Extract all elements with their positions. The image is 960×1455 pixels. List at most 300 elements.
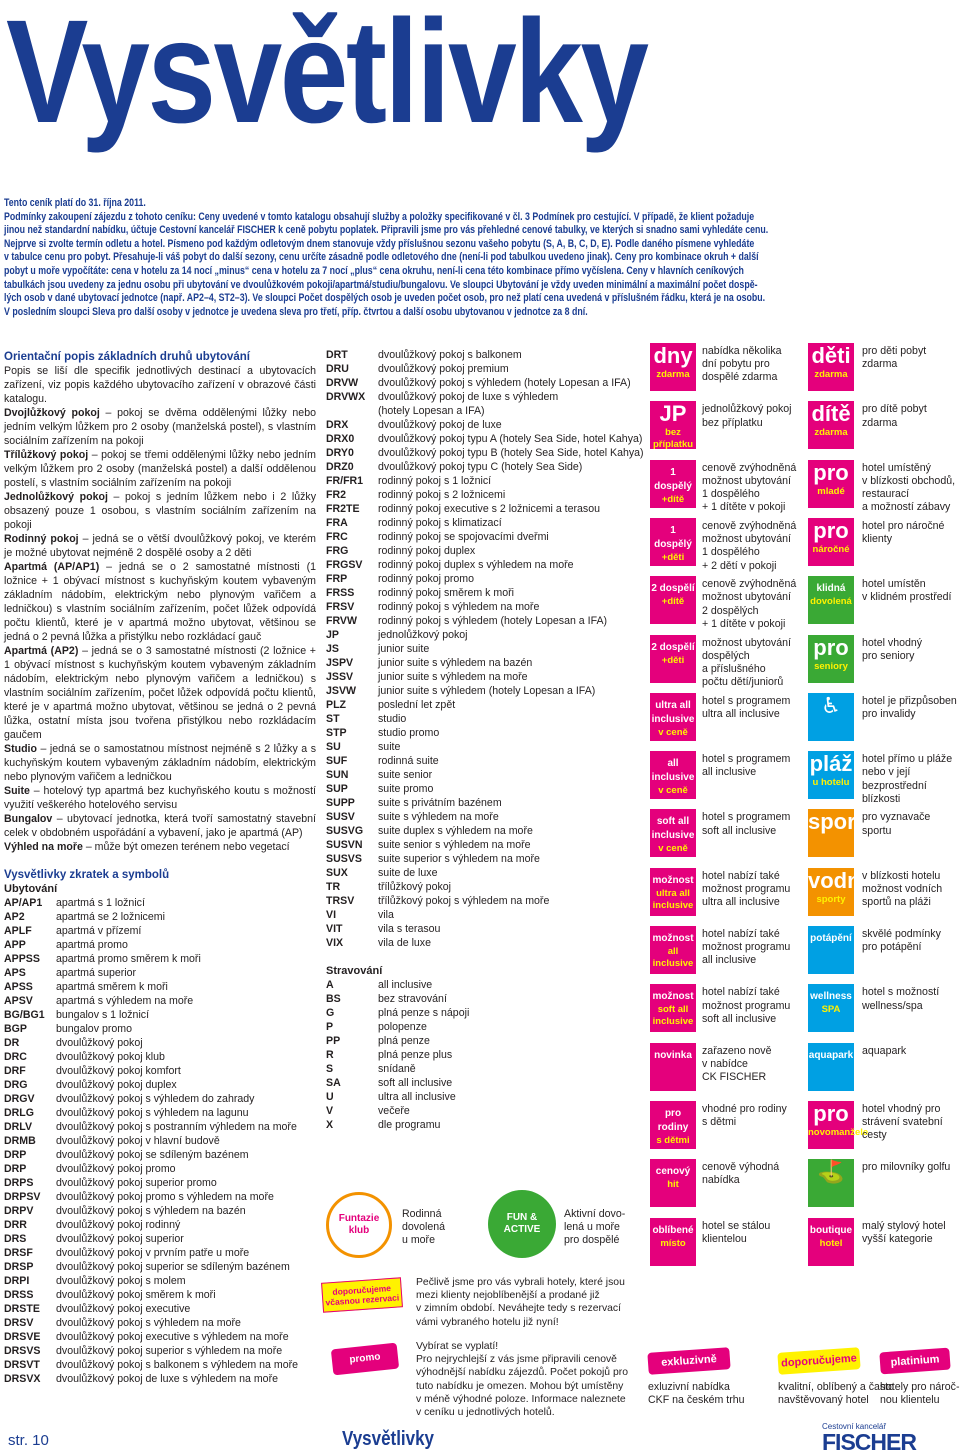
abbreviation-desc: junior suite s výhledem (hotely Lopesan a IFA) xyxy=(378,685,596,697)
abbreviation-code: DRG xyxy=(4,1079,28,1091)
abbreviation-row xyxy=(4,1134,316,1148)
abbreviation-code: DRSVX xyxy=(4,1373,41,1385)
definition xyxy=(4,448,316,490)
abbreviation-row xyxy=(4,1176,316,1190)
abbreviation-desc: dvoulůžkový pokoj rodinný xyxy=(56,1219,181,1231)
intro-line: Tento ceník platí do 31. října 2011. xyxy=(4,197,146,209)
symbol-badge-main: možnost xyxy=(652,991,694,1003)
abbreviation-desc: dvoulůžkový pokoj s výhledem na bazén xyxy=(56,1205,246,1217)
abbreviation-desc: junior suite xyxy=(378,643,430,655)
abbreviation-desc: apartmá promo xyxy=(56,939,128,951)
fischer-logo xyxy=(822,1422,916,1453)
symbol-badge xyxy=(808,401,854,449)
abbreviation-code: DRSV xyxy=(4,1317,34,1329)
abbreviation-row xyxy=(326,1006,636,1020)
symbol-description: pro milovníky golfu xyxy=(862,1161,951,1174)
abbreviation-desc: poslední let zpět xyxy=(378,699,456,711)
symbol-badge xyxy=(808,518,854,566)
abbreviation-row xyxy=(4,924,316,938)
abbreviation-code: SUSV xyxy=(326,811,355,823)
abbreviation-desc: rodinný pokoj s 1 ložnicí xyxy=(378,475,492,487)
abbreviation-code: FRG xyxy=(326,545,349,557)
abbreviation-desc: dvoulůžkový pokoj klub xyxy=(56,1051,165,1063)
abbreviation-desc: dvoulůžkový pokoj s výhledem (hotely Lopesan a IFA) xyxy=(378,377,631,389)
symbol-badge-sub: dovolená xyxy=(810,596,852,608)
symbol-badge-sub: seniory xyxy=(814,660,848,672)
definition-text: – jedná se o samostatnou místnost nejméně s 2 lůžky a s kuchyňským koutem vybaveným základním nádobím, elektrickým nebo plynovým vařičem a ledničkou xyxy=(4,743,316,783)
abbreviation-code: SUSVG xyxy=(326,825,364,837)
abbreviation-desc: rodinný pokoj duplex xyxy=(378,545,476,557)
symbol-badge-main: možnost xyxy=(652,874,694,886)
symbol-badge xyxy=(808,1218,854,1266)
abbreviation-row xyxy=(326,390,636,404)
abbreviation-row xyxy=(4,1316,316,1330)
abbreviation-desc: dvoulůžkový pokoj v hlavní budově xyxy=(56,1135,220,1147)
symbol-badge xyxy=(808,460,854,508)
symbol-badge-sub: novomanžele xyxy=(808,1126,869,1138)
symbol-badge-main: dítě xyxy=(811,401,851,427)
abbreviation-code: DRU xyxy=(326,363,349,375)
abbreviation-desc: dvoulůžkový pokoj promo s výhledem na moře xyxy=(56,1191,274,1203)
abbreviation-code: STP xyxy=(326,727,347,739)
bottom-badge-caption: exluzivní nabídka CKF na českém trhu xyxy=(648,1381,745,1407)
definition-term: Apartmá (AP2) xyxy=(4,645,79,657)
abbreviation-row xyxy=(4,1162,316,1176)
fantazie-klub-text: Rodinná dovolená u moře xyxy=(402,1208,446,1247)
abbreviation-row xyxy=(326,516,636,530)
intro-line: Nejprve si zvolte termín odletu a hotel. Písmeno pod každým odletovým dnem stanovuje vždy příslušnou sezonu vašeho pobytu (S, A, B, C, D, E). Podle daného písmene vyhledáte xyxy=(4,237,755,250)
abbreviation-desc: dvoulůžkový pokoj s balkonem xyxy=(378,349,522,361)
abbreviation-code: FRSV xyxy=(326,601,355,613)
abbreviation-row xyxy=(326,502,636,516)
abbreviation-code: VIT xyxy=(326,923,343,935)
symbol-badge xyxy=(650,1159,696,1207)
definition xyxy=(4,644,316,742)
abbreviation-desc: dvoulůžkový pokoj typu B (hotely Sea Side, hotel Kahya) xyxy=(378,447,644,459)
abbreviation-row xyxy=(326,628,636,642)
intro-line: v tabulce cenu pro pobyt. Přesahuje-li váš pobyt do další sezony, cenu určíte zásadně podle odletového dne (není-li pod tabulkou uvedeno jinak). Ceny pro kombinace okruh + další xyxy=(4,251,759,264)
intro-line: jinou než standardní nabídku, účtuje Cestovní kancelář FISCHER k ceně pobytu poplatek. Připravili jsme pro vás přehledné cenové tabulky, ve kterých si snadno sami vyhledáte cenu. xyxy=(4,224,769,237)
abbreviation-desc: suite superior s výhledem na moře xyxy=(378,853,540,865)
abbreviation-code: DRF xyxy=(4,1065,26,1077)
symbol-badge-sub: u hotelu xyxy=(812,777,850,789)
abbreviation-row xyxy=(326,922,636,936)
accommodation-list-1 xyxy=(4,896,316,1386)
symbol-badge xyxy=(650,576,696,624)
abbreviation-row xyxy=(4,896,316,910)
abbreviation-desc: suite senior s výhledem na moře xyxy=(378,839,531,851)
abbreviation-code: SA xyxy=(326,1077,341,1089)
abbreviation-row xyxy=(4,1232,316,1246)
definition-text: – hotelový typ apartmá bez kuchyňského koutu s možností využití veškerého hotelového servisu xyxy=(4,785,316,811)
abbreviation-desc: bungalov s 1 ložnicí xyxy=(56,1009,150,1021)
abbreviation-desc: třílůžkový pokoj xyxy=(378,881,452,893)
abbreviation-desc: ultra all inclusive xyxy=(378,1091,456,1103)
abbreviation-desc: dvoulůžkový pokoj de luxe s výhledem na moře xyxy=(56,1373,278,1385)
symbol-badge-main: oblíbené xyxy=(652,1224,694,1236)
symbol-badge xyxy=(808,1043,854,1091)
abbreviation-row xyxy=(326,810,636,824)
symbol-badge-sub: SPA xyxy=(821,1004,841,1016)
abbreviation-row xyxy=(326,488,636,502)
symbol-badge-sub: +děti xyxy=(661,654,685,666)
symbol-badge xyxy=(808,751,854,799)
abbreviation-row xyxy=(326,866,636,880)
abbreviation-row xyxy=(326,432,643,446)
abbreviation-desc: dvoulůžkový pokoj de luxe s výhledem xyxy=(378,391,559,403)
symbol-badge xyxy=(650,343,696,391)
abbreviation-code: VIX xyxy=(326,937,344,949)
abbreviation-row xyxy=(4,1050,316,1064)
symbol-badge xyxy=(650,1101,696,1149)
brand-small: Cestovní kancelář xyxy=(822,1422,887,1431)
abbreviation-code: DRVWX xyxy=(326,391,366,403)
abbreviation-code: SUN xyxy=(326,769,349,781)
abbreviation-code: DRT xyxy=(326,349,348,361)
abbreviation-row xyxy=(4,1120,316,1134)
symbol-badge xyxy=(650,868,696,916)
abbreviation-desc: apartmá se 2 ložnicemi xyxy=(56,911,165,923)
abbreviation-desc: suite senior xyxy=(378,769,433,781)
definition xyxy=(4,742,316,784)
symbol-badge xyxy=(808,926,854,974)
orientation-intro: Popis se liší dle specifik jednotlivých destinací a ubytovacích zařízení, viz popis každého ubytovacího zařízení v obrazové části katalogu. xyxy=(4,365,316,405)
symbol-badge-sub: mladé xyxy=(817,485,845,497)
symbol-description: cenově zvýhodněná možnost ubytování 1 dospělého + 2 dětí v pokoji xyxy=(702,519,797,572)
abbreviation-code: S xyxy=(326,1063,334,1075)
abbreviation-row xyxy=(326,894,636,908)
abbreviation-desc: dvoulůžkový pokoj superior s výhledem na moře xyxy=(56,1345,283,1357)
symbol-description: zařazeno nově v nabídce CK FISCHER xyxy=(702,1044,772,1083)
symbol-description: hotel s programem soft all inclusive xyxy=(702,811,791,837)
symbol-badge-main: 2 dospělí xyxy=(651,583,695,595)
symbol-badge-sub: ultra all inclusive xyxy=(652,887,694,911)
symbol-badge-main: pro xyxy=(813,634,849,660)
symbol-badge-main: wellness xyxy=(810,991,852,1003)
abbreviation-code: AP2 xyxy=(4,911,25,923)
abbreviation-row xyxy=(326,558,636,572)
accommodation-heading: Ubytování xyxy=(4,883,58,895)
symbol-badge-main: ⛳ xyxy=(817,1159,845,1185)
definition-term: Jednolůžkový pokoj xyxy=(4,491,108,503)
abbreviation-code: SU xyxy=(326,741,341,753)
abbreviation-desc: junior suite s výhledem na bazén xyxy=(378,657,533,669)
symbol-description: hotel přímo u pláže nebo v její bezprostřední blízkosti xyxy=(862,753,953,805)
abbreviation-desc: rodinný pokoj duplex s výhledem na moře xyxy=(378,559,574,571)
definition-text: – jedná se o 3 samostatné místnosti (2 ložnice + 1 obývací místnost s kuchyňským koutem vybaveným základním nádobím, elektrickým nebo plynovým vařičem a ledničkou) s vlastním sociálním zařízením, počet lůžek odpovídá počtu klientů, které je v apartmá možno ubytovat, většinou se jedná o 2 pevná lůžka, ostatní místa jsou tvořena přistýlkou nebo rozkládacím gaučem xyxy=(4,645,316,741)
left-column xyxy=(4,350,316,1386)
definition-text: – ubytovací jednotka, která tvoří samostatný stavební celek v obdobném uspořádání a vybavení, jako je apartmá (AP) xyxy=(4,813,316,839)
symbol-badge-main: sport xyxy=(808,809,863,835)
abbreviation-row xyxy=(4,1008,316,1022)
abbreviation-code: FRSS xyxy=(326,587,355,599)
abbreviation-desc: vila s terasou xyxy=(378,923,441,935)
abbreviation-desc: dvoulůžkový pokoj komfort xyxy=(56,1065,181,1077)
symbol-badge xyxy=(808,809,863,857)
footer-title: Vysvětlivky xyxy=(342,1428,434,1450)
abbreviation-desc: plná penze s nápoji xyxy=(378,1007,470,1019)
abbreviation-desc: apartmá superior xyxy=(56,967,137,979)
abbreviation-desc: (hotely Lopesan a IFA) xyxy=(378,405,485,417)
symbol-description: pro děti pobyt zdarma xyxy=(862,345,927,371)
abbreviation-desc: apartmá s výhledem na moře xyxy=(56,995,194,1007)
abbreviation-code: V xyxy=(326,1105,334,1117)
recommend-text: Pečlivě jsme pro vás vybrali hotely, které jsou mezi klienty nejoblíbenější a prodané již v zimním období. Neváhejte tedy s rezervací vámi vybraného hotelu již nyní! xyxy=(416,1277,625,1328)
symbol-badge-main: 1 dospělý xyxy=(654,466,692,492)
abbreviation-code: BS xyxy=(326,993,341,1005)
abbreviation-code: SUX xyxy=(326,867,348,879)
symbol-description: hotel s možností wellness/spa xyxy=(862,986,940,1012)
abbreviation-code: DRLV xyxy=(4,1121,33,1133)
symbol-badge-sub: v ceně xyxy=(658,785,688,797)
abbreviation-code: DRSS xyxy=(4,1289,34,1301)
symbol-badge-main: boutique xyxy=(809,1224,853,1236)
fun-active-text: Aktivní dovo- lená u moře pro dospělé xyxy=(564,1208,626,1247)
abbreviation-row xyxy=(4,1372,316,1386)
symbol-description: cenově výhodná nabídka xyxy=(702,1161,780,1187)
abbreviation-code: JP xyxy=(326,629,339,641)
definition-term: Suite xyxy=(4,785,30,797)
orientation-heading: Orientační popis základních druhů ubytování xyxy=(4,351,251,363)
symbol-badge xyxy=(650,1218,696,1266)
abbreviation-code: DRP xyxy=(4,1163,27,1175)
symbol-description: cenově zvýhodněná možnost ubytování 1 dospělého + 1 dítěte v pokoji xyxy=(702,461,797,514)
abbreviation-desc: apartmá směrem k moři xyxy=(56,981,168,993)
bottom-badge: doporučujeme xyxy=(777,1347,860,1375)
abbreviation-code: DRSVS xyxy=(4,1345,41,1357)
definition xyxy=(4,406,316,448)
abbreviation-desc: rodinný pokoj se spojovacími dveřmi xyxy=(378,531,549,543)
abbreviation-desc: dvoulůžkový pokoj v prvním patře u moře xyxy=(56,1247,250,1259)
abbreviation-row xyxy=(326,1062,636,1076)
abbreviation-desc: all inclusive xyxy=(378,979,433,991)
abbreviation-desc: dvoulůžkový pokoj superior xyxy=(56,1233,184,1245)
abbreviation-desc: dvoulůžkový pokoj s výhledem na lagunu xyxy=(56,1107,249,1119)
intro-line: pobyt u moře vypočítáte: cena v hotelu za 14 nocí „minus“ cena v hotelu za 7 nocí „plus“ cena okruhu, není-li cena této kombinace přímo vyčíslena. Ceny v hlavních ceníkových xyxy=(4,264,744,277)
definition xyxy=(4,812,316,840)
symbol-description: hotel vhodný pro strávení svatební cesty xyxy=(862,1102,943,1142)
symbol-badge-main: ♿ xyxy=(821,692,841,718)
abbreviation-code: PP xyxy=(326,1035,341,1047)
abbreviation-row xyxy=(4,1204,316,1218)
abbreviation-desc: dvoulůžkový pokoj typu A (hotely Sea Side, hotel Kahya) xyxy=(378,433,643,445)
symbol-badge-main: novinka xyxy=(654,1049,692,1061)
definition xyxy=(4,840,316,854)
abbreviation-code: BG/BG1 xyxy=(4,1009,45,1021)
abbreviation-row xyxy=(4,1344,316,1358)
fantazie-klub-logo: Funtazie klub xyxy=(326,1192,392,1258)
symbol-badge-main: all inclusive xyxy=(651,758,695,784)
symbol-badge-main: potápění xyxy=(810,933,852,944)
abbreviation-desc: dvoulůžkový pokoj s výhledem na moře xyxy=(56,1317,241,1329)
symbol-badge-main: soft all inclusive xyxy=(651,816,695,842)
symbol-badge-sub: hit xyxy=(667,1179,679,1191)
abbreviation-desc: snídaně xyxy=(378,1063,416,1075)
abbreviation-row xyxy=(4,1358,316,1372)
abbreviation-desc: rodinný pokoj směrem k moři xyxy=(378,587,514,599)
abbreviation-desc: dvoulůžkový pokoj typu C (hotely Sea Side) xyxy=(378,461,583,473)
abbreviation-row xyxy=(4,1302,316,1316)
abbreviation-row xyxy=(326,880,636,894)
abbreviation-desc: dvoulůžkový pokoj xyxy=(56,1037,143,1049)
abbreviation-code: G xyxy=(326,1007,335,1019)
definition xyxy=(4,560,316,644)
definition-term: Výhled na moře xyxy=(4,841,83,853)
abbreviation-code: SUF xyxy=(326,755,348,767)
intro-line: V posledním sloupci Sleva pro další osoby v jednotce je uvedena sleva pro třetí, příp. čtvrtou a další osobu ubytovanou v jednotce za 8 dní. xyxy=(4,305,588,318)
abbreviation-row xyxy=(4,980,316,994)
abbreviation-row xyxy=(326,992,636,1006)
symbol-badge-main: aquapark xyxy=(808,1049,854,1061)
abbreviation-row xyxy=(4,1036,316,1050)
abbreviation-code: BGP xyxy=(4,1023,27,1035)
abbreviation-row xyxy=(326,404,636,418)
symbol-badge-sub: +děti xyxy=(661,551,685,563)
abbreviation-row xyxy=(4,1148,316,1162)
abbreviation-desc: suite promo xyxy=(378,783,434,795)
abbreviation-row xyxy=(4,1246,316,1260)
abbreviation-row xyxy=(4,938,316,952)
symbol-description: hotel s programem all inclusive xyxy=(702,753,791,779)
intro-text xyxy=(4,197,959,319)
abbreviation-code: DRPSV xyxy=(4,1191,41,1203)
abbreviation-row xyxy=(326,642,636,656)
symbol-badge-sub: +dítě xyxy=(661,596,685,608)
definition xyxy=(4,532,316,560)
abbreviation-row xyxy=(4,1022,316,1036)
abbreviation-row xyxy=(326,908,636,922)
abbreviation-code: DRLG xyxy=(4,1107,35,1119)
middle-column xyxy=(326,348,644,1132)
symbol-description: hotel nabízí také možnost programu ultra all inclusive xyxy=(702,869,791,909)
symbol-badge-sub: zdarma xyxy=(656,369,690,380)
abbreviation-row xyxy=(326,460,636,474)
abbreviation-row xyxy=(326,698,636,712)
abbreviation-code: U xyxy=(326,1091,334,1103)
abbreviation-row xyxy=(326,796,636,810)
abbreviation-desc: studio promo xyxy=(378,727,440,739)
definition-text: – jedná se o 2 samostatné místnosti (1 ložnice + 1 obývací místnost s kuchyňským koutem vybaveným základním nádobím, elektrickým nebo plynovým vařičem a ledničkou) s vlastním sociálním zařízením, počet lůžek odpovídá počtu klientů, které je v apartmá možno ubytovat, většinou se jedná o 2 pevná lůžka a přistýlku nebo rozkládací gauč xyxy=(4,561,316,643)
abbreviation-code: JS xyxy=(326,643,339,655)
abbreviation-code: SUP xyxy=(326,783,348,795)
symbol-description: vhodné pro rodiny s dětmi xyxy=(702,1102,787,1129)
symbol-badge-main: pro xyxy=(813,517,849,543)
abbreviation-row xyxy=(4,1106,316,1120)
fun-active-logo: FUN & ACTIVE xyxy=(488,1190,556,1258)
intro-line: tabulkách jsou uvedeny za jednu osobu při ubytování ve dvoulůžkovém pokoji/apartmá/studiu/bungalovu. Ve sloupci Ubytování je vždy uveden minimální a maximální počet dospě- xyxy=(4,278,758,291)
abbreviation-code: FRGSV xyxy=(326,559,363,571)
abbreviation-row xyxy=(326,754,636,768)
symbol-badge-sub: all inclusive xyxy=(652,946,694,969)
symbol-badge-sub: v ceně xyxy=(658,726,688,738)
symbol-badge-main: cenový xyxy=(655,1166,691,1178)
symbol-description: nabídka několika dní pobytu pro dospělé zdarma xyxy=(702,345,782,384)
abbreviation-desc: dvoulůžkový pokoj se sdíleným bazénem xyxy=(56,1149,249,1161)
bottom-badge: exkluzivně xyxy=(647,1347,730,1375)
abbreviation-desc: suite xyxy=(378,741,401,753)
page-number: str. 10 xyxy=(8,1432,49,1449)
promo-sticker: promo pokoje xyxy=(331,1343,399,1376)
abbreviation-row xyxy=(326,586,636,600)
symbol-badge xyxy=(650,809,696,857)
abbreviation-desc: rodinná suite xyxy=(378,755,439,767)
intro-line: Podmínky zakoupení zájezdu z tohoto ceníku: Ceny uvedené v tomto katalogu obsahují služby a položky specifikované v čl. 3 Podmínek pro cestující. V případě, že klient požaduje xyxy=(4,210,755,223)
abbreviation-row xyxy=(326,684,636,698)
symbol-badge xyxy=(808,343,854,391)
definition-text: – jedná se o větší dvoulůžkový pokoj, ve kterém je možné ubytovat nejméně 2 dospělé osoby a 2 děti xyxy=(4,533,317,559)
symbol-badge xyxy=(650,460,696,508)
abbreviation-row xyxy=(326,418,636,432)
abbreviation-code: APP xyxy=(4,939,26,951)
abbreviation-row xyxy=(4,1330,316,1344)
symbol-badge xyxy=(808,867,867,916)
abbreviation-row xyxy=(4,994,316,1008)
abbreviation-code: DRSF xyxy=(4,1247,33,1259)
symbol-description: hotel s programem ultra all inclusive xyxy=(702,694,791,720)
abbreviation-code: SUPP xyxy=(326,797,355,809)
abbreviation-code: DRSVT xyxy=(4,1359,40,1371)
symbol-badge-sub: zdarma xyxy=(814,427,848,439)
abbreviation-desc: dvoulůžkový pokoj s molem xyxy=(56,1275,186,1287)
abbreviation-code: DRMB xyxy=(4,1135,36,1147)
definition-term: Dvojlůžkový pokoj xyxy=(4,407,100,419)
abbreviation-row xyxy=(326,362,636,376)
definition-text: – pokoj s jedním lůžkem nebo i 2 lůžky obsazený pouze 1 osobou, s vlastním sociálním zařízením na pokoji xyxy=(4,491,316,531)
abbreviation-row xyxy=(4,952,316,966)
abbreviation-row xyxy=(326,544,636,558)
abbreviation-code: FRP xyxy=(326,573,348,585)
abbreviation-row xyxy=(326,572,636,586)
symbol-badge xyxy=(808,693,854,741)
brand-name: FISCHER xyxy=(822,1429,916,1455)
abbreviation-code: TRSV xyxy=(326,895,355,907)
abbreviation-desc: dvoulůžkový pokoj s postranním výhledem na moře xyxy=(56,1121,297,1133)
abbreviation-desc: apartmá s 1 ložnicí xyxy=(56,897,145,909)
abbreviation-row xyxy=(326,782,636,796)
abbreviation-code: DRX0 xyxy=(326,433,355,445)
symbol-description: pro dítě pobyt zdarma xyxy=(862,403,927,429)
symbol-badge-main: ultra all inclusive xyxy=(651,699,695,725)
abbreviation-row xyxy=(326,600,636,614)
abbreviation-code: R xyxy=(326,1049,334,1061)
abbreviation-code: A xyxy=(326,979,334,991)
abbreviation-row xyxy=(4,1078,316,1092)
symbol-badge-main: 1 dospělý xyxy=(654,524,692,550)
abbreviation-code: DRX xyxy=(326,419,349,431)
symbol-badge-sub: s dětmi xyxy=(656,1134,690,1146)
abbreviation-row xyxy=(326,726,636,740)
symbol-badge xyxy=(808,1159,854,1207)
abbreviation-code: DRGV xyxy=(4,1093,35,1105)
symbol-badge xyxy=(650,518,696,566)
abbreviation-desc: plná penze plus xyxy=(378,1049,453,1061)
abbreviation-desc: studio xyxy=(378,713,407,725)
abbreviation-row xyxy=(4,1218,316,1232)
symbol-badge-sub: zdarma xyxy=(814,369,848,380)
abbreviation-desc: dle programu xyxy=(378,1119,441,1131)
abbreviation-desc: plná penze xyxy=(378,1035,430,1047)
abbrev-heading: Vysvětlivky zkratek a symbolů xyxy=(4,869,170,881)
abbreviation-desc: dvoulůžkový pokoj superior promo xyxy=(56,1177,217,1189)
abbreviation-code: FR/FR1 xyxy=(326,475,364,487)
abbreviation-row xyxy=(326,1020,636,1034)
abbreviation-code: DRPV xyxy=(4,1205,34,1217)
abbreviation-desc: rodinný pokoj s klimatizací xyxy=(378,517,502,529)
abbreviation-code: FRVW xyxy=(326,615,357,627)
symbol-badge xyxy=(650,401,696,449)
definition-term: Rodinný pokoj xyxy=(4,533,79,545)
abbreviation-row xyxy=(4,1190,316,1204)
